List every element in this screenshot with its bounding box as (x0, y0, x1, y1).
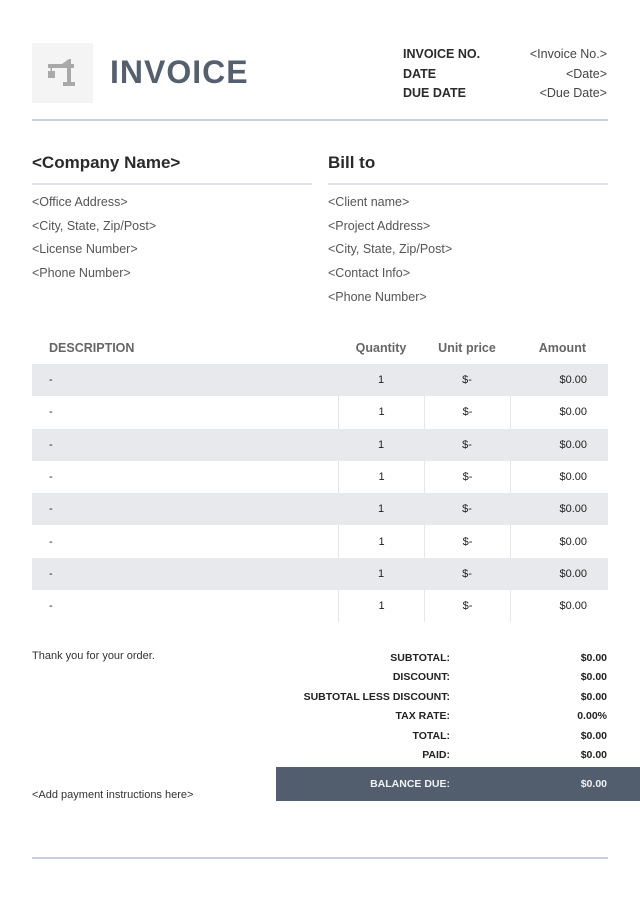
company-info (32, 152, 312, 286)
column-header-unit-price: Unit price (438, 341, 496, 355)
item-amount: $0.00 (559, 438, 587, 451)
subtotal-less-discount-row (276, 687, 640, 707)
balance-due-bar (276, 767, 640, 801)
invoice-title: INVOICE (110, 54, 249, 90)
item-unit-price[interactable]: $- (462, 567, 472, 580)
item-amount: $0.00 (510, 525, 608, 557)
subtotal-value: $0.00 (580, 651, 607, 664)
item-unit-price[interactable]: $- (424, 461, 510, 493)
header-divider (32, 119, 608, 121)
subtotal-label: SUBTOTAL: (390, 651, 450, 664)
paid-row (276, 746, 640, 766)
item-amount: $0.00 (510, 461, 608, 493)
discount-row (276, 668, 640, 688)
column-header-quantity: Quantity (355, 341, 407, 355)
column-header-amount: Amount (538, 341, 586, 355)
company-divider (32, 183, 312, 185)
item-description[interactable]: - (49, 406, 53, 419)
bill-to-divider (328, 183, 608, 185)
item-description[interactable]: - (49, 503, 53, 516)
company-logo (32, 43, 93, 103)
item-quantity[interactable]: 1 (377, 374, 385, 387)
balance-due-label: BALANCE DUE: (370, 778, 450, 790)
item-description[interactable]: - (49, 438, 53, 451)
line-items-table (32, 332, 608, 622)
balance-due-value: $0.00 (580, 778, 607, 790)
client-phone[interactable]: <Phone Number> (328, 289, 427, 304)
total-value: $0.00 (580, 729, 607, 742)
table-row (32, 396, 608, 428)
invoice-number-label: INVOICE NO. (403, 47, 481, 61)
item-description[interactable]: - (49, 567, 53, 580)
tax-rate-value[interactable]: 0.00% (577, 710, 607, 723)
tax-rate-row (276, 707, 640, 727)
discount-label: DISCOUNT: (392, 671, 450, 684)
totals-summary (276, 648, 640, 765)
table-row (32, 429, 608, 461)
license-number[interactable]: <License Number> (32, 242, 138, 257)
item-unit-price[interactable]: $- (424, 396, 510, 428)
item-quantity[interactable]: 1 (377, 503, 385, 516)
item-amount: $0.00 (559, 374, 587, 387)
discount-value[interactable]: $0.00 (580, 671, 607, 684)
table-row (32, 461, 608, 493)
crane-icon (46, 56, 80, 90)
item-unit-price[interactable]: $- (424, 590, 510, 622)
item-description[interactable]: - (49, 600, 53, 613)
footer-divider (32, 857, 608, 859)
paid-label: PAID: (422, 749, 450, 762)
table-row (32, 558, 608, 590)
item-quantity[interactable]: 1 (338, 396, 424, 428)
table-row (32, 525, 608, 557)
invoice-meta (403, 45, 607, 104)
payment-instructions[interactable]: <Add payment instructions here> (32, 789, 194, 801)
project-address[interactable]: <Project Address> (328, 218, 431, 233)
client-name[interactable]: <Client name> (328, 195, 410, 209)
total-label: TOTAL: (412, 729, 450, 742)
client-city-state-zip[interactable]: <City, State, Zip/Post> (328, 242, 453, 257)
subtotal-less-discount-label: SUBTOTAL LESS DISCOUNT: (303, 690, 450, 703)
item-quantity[interactable]: 1 (338, 525, 424, 557)
date-value[interactable]: <Date> (565, 66, 607, 81)
item-quantity[interactable]: 1 (377, 438, 385, 451)
table-row (32, 364, 608, 396)
due-date-value[interactable]: <Due Date> (539, 86, 607, 100)
due-date-label: DUE DATE (403, 86, 466, 100)
table-row (32, 590, 608, 622)
item-amount: $0.00 (510, 396, 608, 428)
company-name[interactable]: <Company Name> (32, 153, 181, 172)
date-row (403, 65, 607, 85)
item-amount: $0.00 (559, 567, 587, 580)
paid-value[interactable]: $0.00 (580, 749, 607, 762)
item-amount: $0.00 (559, 503, 587, 516)
bill-to-info (328, 152, 608, 309)
date-label: DATE (403, 66, 437, 81)
table-header (32, 332, 608, 364)
subtotal-row (276, 648, 640, 668)
total-row (276, 726, 640, 746)
thank-you-note: Thank you for your order. (32, 650, 155, 662)
table-row (32, 493, 608, 525)
item-unit-price[interactable]: $- (462, 503, 472, 516)
subtotal-less-discount-value: $0.00 (580, 690, 607, 703)
item-description[interactable]: - (49, 374, 53, 387)
invoice-number-row (403, 45, 607, 65)
due-date-row (403, 84, 607, 104)
item-amount: $0.00 (510, 590, 608, 622)
item-quantity[interactable]: 1 (377, 567, 385, 580)
item-quantity[interactable]: 1 (338, 590, 424, 622)
item-unit-price[interactable]: $- (424, 525, 510, 557)
invoice-number-value[interactable]: <Invoice No.> (529, 47, 607, 61)
company-phone[interactable]: <Phone Number> (32, 266, 131, 281)
contact-info[interactable]: <Contact Info> (328, 266, 411, 281)
item-unit-price[interactable]: $- (462, 374, 472, 387)
tax-rate-label: TAX RATE: (395, 710, 450, 723)
item-quantity[interactable]: 1 (338, 461, 424, 493)
company-city-state-zip[interactable]: <City, State, Zip/Post> (32, 218, 157, 233)
item-description[interactable]: - (49, 535, 53, 548)
column-header-description: DESCRIPTION (49, 341, 135, 355)
office-address[interactable]: <Office Address> (32, 195, 128, 209)
item-unit-price[interactable]: $- (462, 438, 472, 451)
item-description[interactable]: - (49, 471, 53, 484)
bill-to-heading: Bill to (328, 153, 376, 172)
